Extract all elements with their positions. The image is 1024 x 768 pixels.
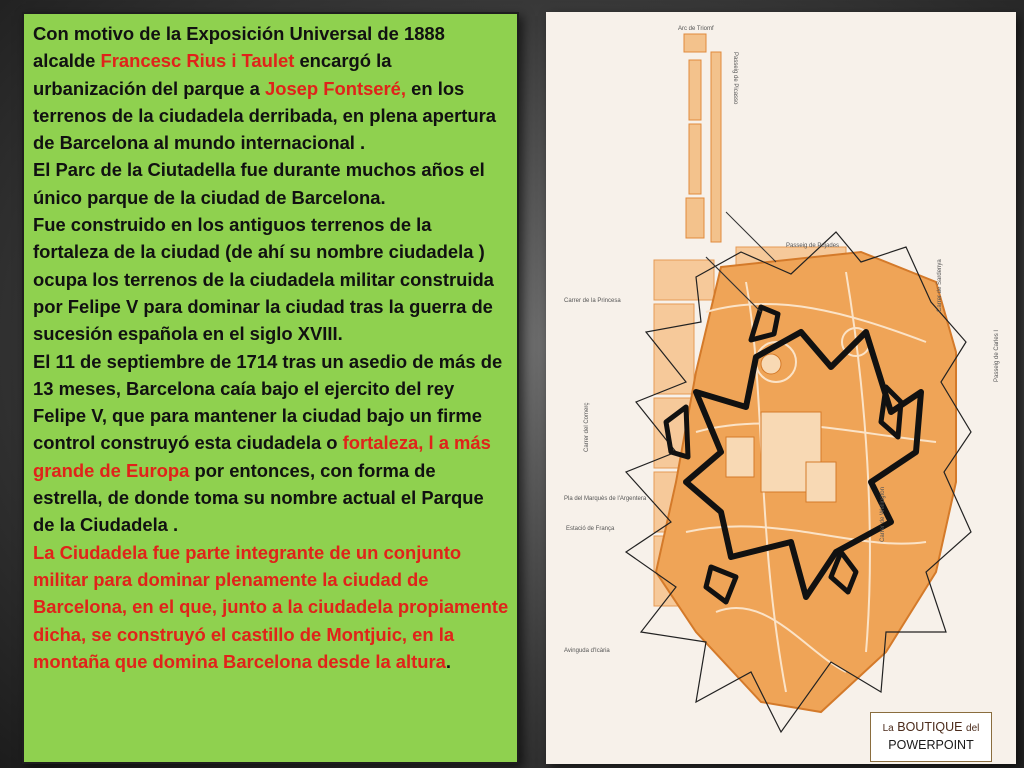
text-run: por entonces, con forma de estrella, de donde toma su nombre actual el Parque de la Ciudadela .	[33, 459, 484, 536]
highlight-fontsere: Josep Fontseré,	[264, 77, 407, 99]
label-carles: Passeig de Carles I	[994, 329, 1000, 382]
highlight-conjunto-militar: La Ciudadela fue parte integrante de un conjunto militar para dominar plenamente la ciudad de Barcelona, en el que, junto a la ciudadela propiamente dicha, se construyó el castillo de Montjuic, en la montaña que domina Barcelona desde la altura	[33, 541, 509, 672]
text-run: .	[445, 650, 451, 672]
label-icaria: Avinguda d'Icària	[564, 648, 610, 654]
citadel-map-image	[546, 12, 1016, 764]
highlight-rius-taulet: Francesc Rius i Taulet	[100, 50, 295, 72]
paragraph-asedio	[33, 348, 509, 539]
label-sardenya: Carrer de Sardenya	[937, 259, 943, 312]
text-panel	[22, 12, 519, 764]
promenade	[684, 34, 721, 242]
logo-powerpoint: POWERPOINT	[888, 738, 974, 752]
paragraph-exposicion	[33, 20, 509, 156]
paragraph-montjuic	[33, 539, 509, 675]
label-pujades: Passeig de Pujades	[786, 243, 840, 249]
label-franca: Estació de França	[566, 526, 615, 532]
label-marques: Pla del Marquès de l'Argentera	[564, 496, 647, 502]
text-run: El 11 de septiembre de 1714 tras un asedio de más de 13 meses, Barcelona caía bajo el ejercito del rey Felipe V, que para mantener la ciudad bajo un firme control construyó esta ciudadela o	[33, 350, 503, 454]
logo-la: La	[882, 723, 894, 734]
highlight-fortaleza: fortaleza, l a más grande de Europa	[33, 432, 491, 481]
label-passeig: Passeig de Picasso	[732, 52, 738, 105]
label-arc: Arc de Triomf	[678, 26, 714, 32]
text-run: Con motivo de la Exposición Universal de 1888 alcalde	[33, 23, 445, 72]
text-run: en los terrenos de la ciudadela derribada, en plena apertura de Barcelona al mundo internacional .	[33, 77, 496, 154]
label-wellington: Carrer de Wellington	[880, 487, 886, 542]
boutique-logo	[870, 712, 992, 762]
label-princesa: Carrer de la Princesa	[564, 298, 621, 304]
text-run: encargó la urbanización del parque a	[33, 50, 392, 99]
logo-boutique: BOUTIQUE	[897, 720, 963, 734]
logo-line-1	[871, 719, 991, 737]
citadel-map	[546, 12, 1016, 764]
logo-del: del	[966, 723, 980, 734]
paragraph-unico-parque: El Parc de la Ciutadella fue durante muchos años el único parque de la ciudad de Barcelona.	[33, 159, 485, 208]
paragraph-fortaleza: Fue construido en los antiguos terrenos de la fortaleza de la ciudad (de ahí su nombre ciudadela ) ocupa los terrenos de la ciudadela militar construida por Felipe V para dominar la ciudad tras la guerra de sucesión española en el siglo XVIII.	[33, 214, 494, 345]
label-comerc: Carrer del Comerç	[584, 402, 590, 452]
